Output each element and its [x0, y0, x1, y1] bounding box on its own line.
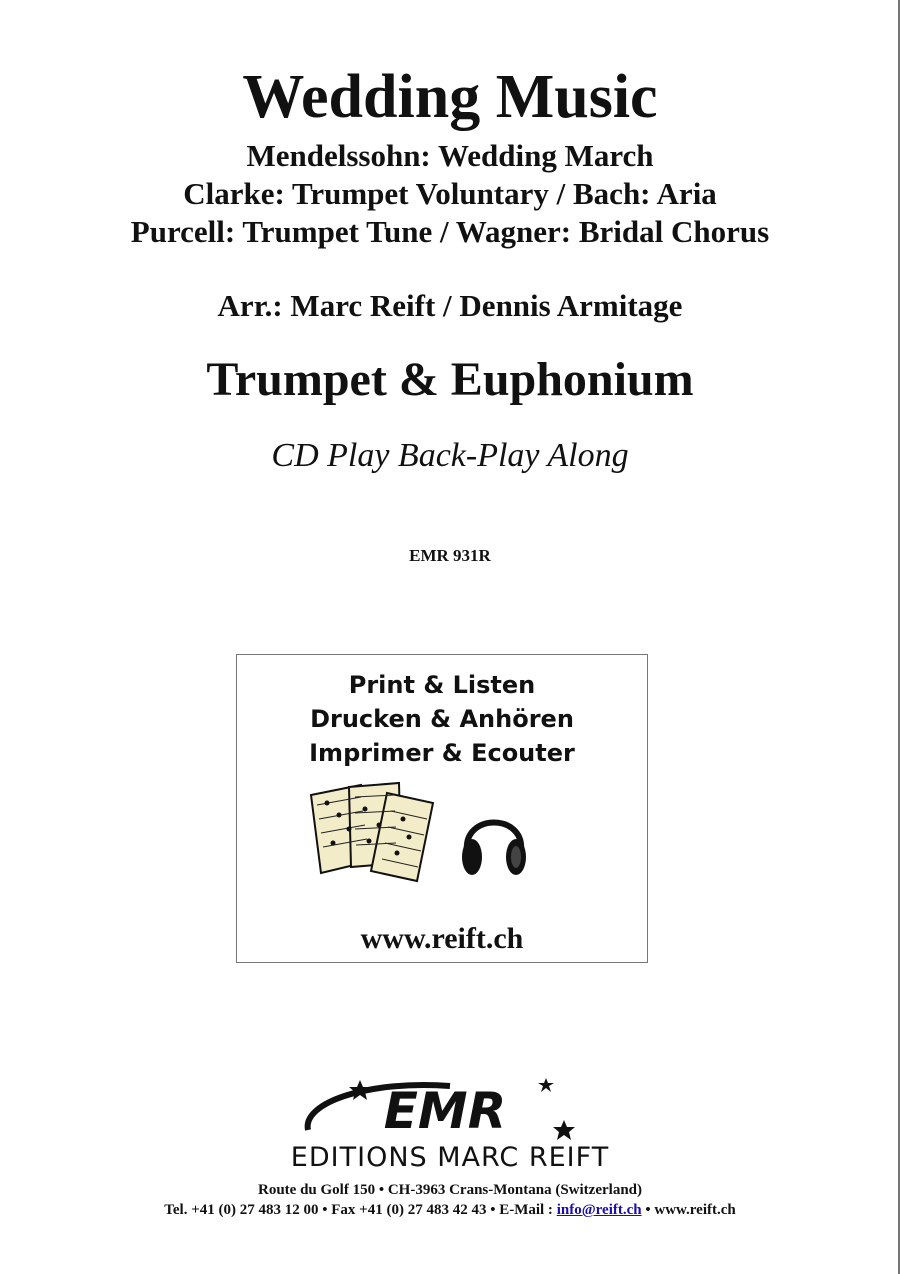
contact-prefix: Tel. +41 (0) 27 483 12 00 • Fax +41 (0) 27 483 42 43 • E-Mail : [164, 1202, 557, 1218]
subtitle-line: Purcell: Trumpet Tune / Wagner: Bridal Chorus [130, 214, 770, 249]
arranger-credit: Arr.: Marc Reift / Dennis Armitage [217, 288, 683, 323]
promo-line: Drucken & Anhören [310, 705, 574, 733]
logo-text: EMR [383, 1082, 507, 1140]
sheet-music-icon [305, 781, 440, 883]
catalog-number: EMR 931R [409, 546, 491, 565]
tagline: CD Play Back-Play Along [271, 437, 629, 474]
page-title: Wedding Music [242, 63, 658, 131]
instrumentation: Trumpet & Euphonium [206, 353, 694, 406]
email-link[interactable]: info@reift.ch [556, 1202, 642, 1218]
promo-url: www.reift.ch [360, 922, 524, 955]
emr-logo [300, 1072, 580, 1142]
subtitle-line: Clarke: Trumpet Voluntary / Bach: Aria [183, 176, 717, 211]
publisher-address: Route du Golf 150 • CH-3963 Crans-Montana (Switzerland) [258, 1182, 642, 1198]
promo-line: Imprimer & Ecouter [309, 739, 575, 767]
publisher-name: EDITIONS MARC REIFT [290, 1142, 610, 1173]
publisher-contact [0, 1200, 900, 1220]
subtitle-line: Mendelssohn: Wedding March [246, 138, 654, 173]
headphones-icon [459, 803, 529, 881]
contact-suffix: • www.reift.ch [641, 1202, 736, 1218]
print-listen-box [236, 654, 648, 963]
promo-line: Print & Listen [348, 671, 536, 699]
